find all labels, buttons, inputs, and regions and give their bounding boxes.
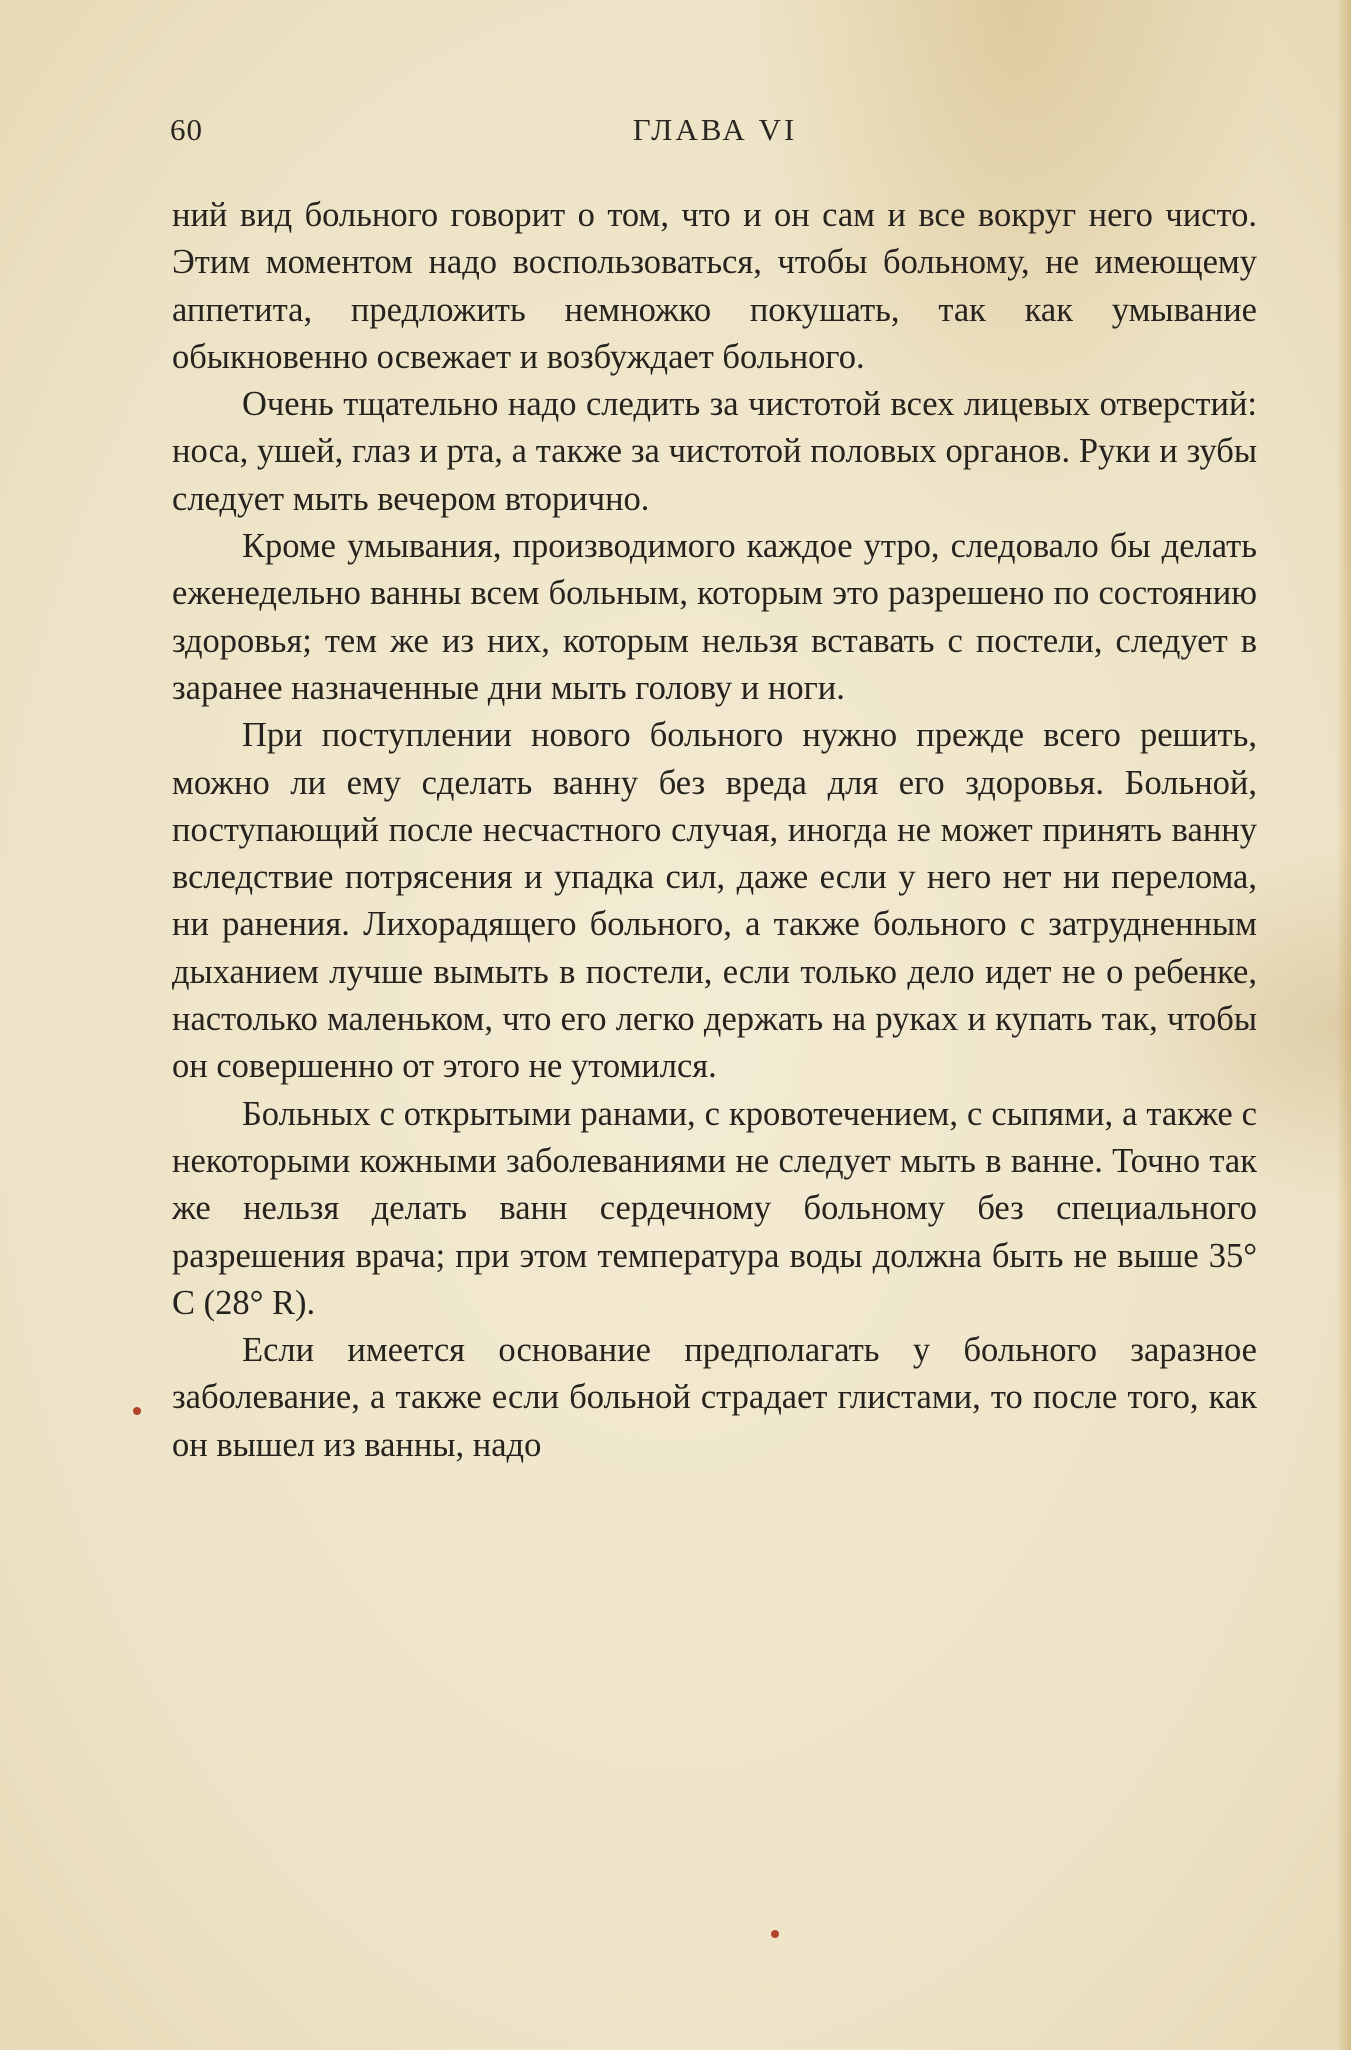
paragraph: Если имеется основание предполагать у больного заразное заболевание, а также если больной страдает глистами, то после того, как он вышел из ванны, надо xyxy=(172,1331,1257,1464)
paragraph: ний вид больного говорит о том, что и он сам и все вокруг него чисто. Этим моментом надо воспользоваться, чтобы больному, не имеющему аппетита, предложить немножко покушать, так как умывание обыкновенно освежает и возбуждает больного. xyxy=(172,196,1257,376)
paragraph: Кроме умывания, производимого каждое утро, следовало бы делать еженедельно ванны всем больным, которым это разрешено по состоянию здоровья; тем же из них, которым нельзя вставать с постели, следует в заранее назначенные дни мыть голову и ноги. xyxy=(172,527,1257,707)
page-number: 60 xyxy=(170,112,203,147)
paragraph: Больных с открытыми ранами, с кровотечением, с сыпями, а также с некоторыми кожными заболеваниями не следует мыть в ванне. Точно так же нельзя делать ванн сердечному больному без специального разрешения врача; при этом температура воды должна быть не выше 35° С (28° R). xyxy=(172,1094,1257,1322)
chapter-title: ГЛАВА VI xyxy=(632,112,798,147)
page-header xyxy=(170,112,1260,152)
paragraph: Очень тщательно надо следить за чистотой всех лицевых отверстий: носа, ушей, глаз и рта, а также за чистотой половых органов. Руки и зубы следует мыть вечером вторично. xyxy=(172,385,1257,518)
body-text xyxy=(172,192,1257,1469)
ink-speck xyxy=(133,1407,141,1415)
page-edge-stain xyxy=(1337,0,1351,2050)
ink-speck xyxy=(771,1930,779,1938)
paragraph: При поступлении нового больного нужно прежде всего решить, можно ли ему сделать ванну без вреда для его здоровья. Больной, поступающий после несчастного случая, иногда не может принять ванну вследствие потрясения и упадка сил, даже если у него нет ни перелома, ни ранения. Лихорадящего больного, а также больного с затрудненным дыханием лучше вымыть в постели, если только дело идет не о ребенке, настолько маленьком, что его легко держать на руках и купать так, чтобы он совершенно от этого не утомился. xyxy=(172,716,1257,1086)
